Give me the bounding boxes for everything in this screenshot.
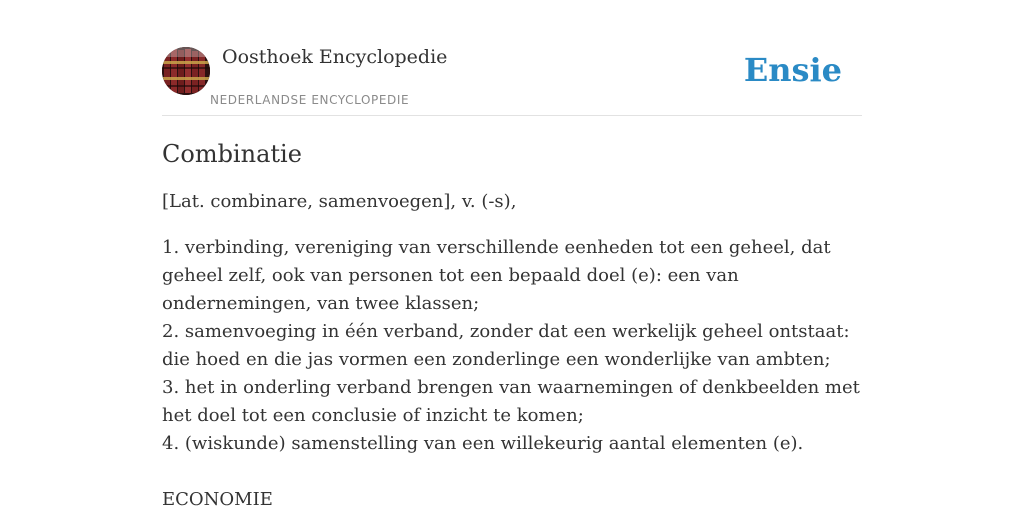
section-heading: ECONOMIE	[162, 489, 273, 510]
definition-item: 2. samenvoeging in één verband, zonder dat een werkelijk geheel ontstaat: die hoed en die jas vormen een zonderlinge een wonderlijke van ambten;	[162, 321, 850, 370]
site-subtitle: NEDERLANDSE ENCYCLOPEDIE	[210, 93, 410, 107]
definitions-list	[162, 234, 862, 458]
page-title: Combinatie	[162, 140, 302, 168]
definition-item: 1. verbinding, vereniging van verschillende eenheden tot een geheel, dat geheel zelf, ook van personen tot een bepaald doel (e): een van ondernemingen, van twee klassen;	[162, 237, 831, 314]
site-title[interactable]: Oosthoek Encyclopedie	[222, 46, 448, 68]
books-icon	[162, 47, 210, 95]
definition-item: 4. (wiskunde) samenstelling van een willekeurig aantal elementen (e).	[162, 433, 804, 454]
article-content	[162, 138, 862, 512]
encyclopedia-books-avatar[interactable]	[162, 47, 210, 95]
etymology: [Lat. combinare, samenvoegen], v. (-s),	[162, 191, 517, 212]
brand-logo[interactable]: Ensie	[743, 51, 842, 89]
site-header	[162, 46, 862, 116]
definition-item: 3. het in onderling verband brengen van waarnemingen of denkbeelden met het doel tot een conclusie of inzicht te komen;	[162, 377, 860, 426]
